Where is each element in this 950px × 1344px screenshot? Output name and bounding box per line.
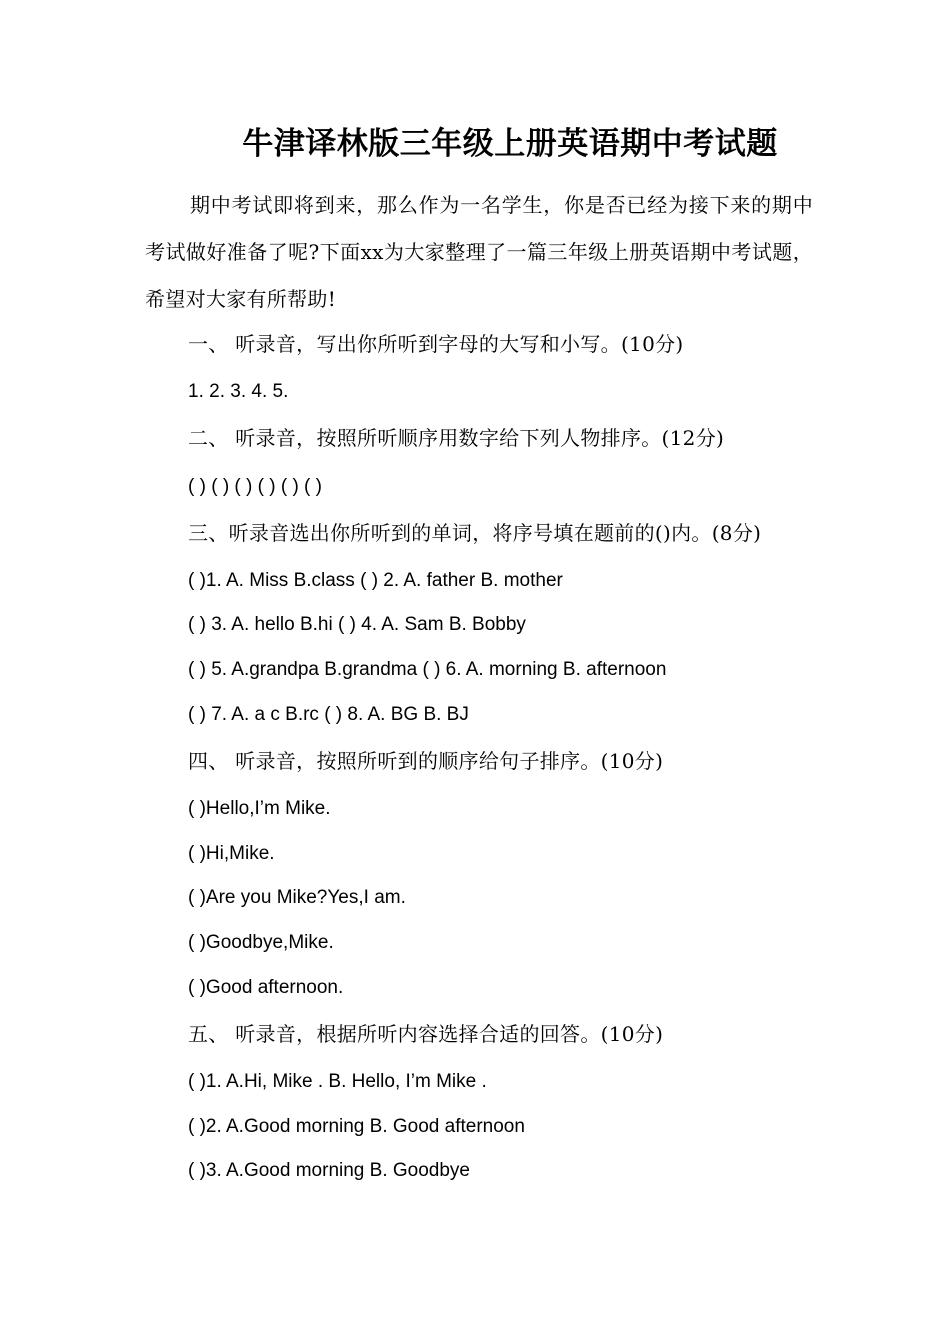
section-4-item: ( )Goodbye,Mike. [188, 932, 334, 953]
document-title: 牛津译林版三年级上册英语期中考试题 [242, 126, 778, 162]
section-2-item: ( ) ( ) ( ) ( ) ( ) ( ) [188, 476, 322, 497]
section-5-item: ( )2. A.Good morning B. Good afternoon [188, 1116, 525, 1137]
intro-paragraph: 期中考试即将到来，那么作为一名学生，你是否已经为接下来的期中考试做好准备了呢?下面xx为大家整理了一篇三年级上册英语期中考试题，希望对大家有所帮助! [145, 193, 813, 311]
section-3-item: ( ) 3. A. hello B.hi ( ) 4. A. Sam B. Bobby [188, 614, 526, 635]
section-3-item: ( )1. A. Miss B.class ( ) 2. A. father B. mother [188, 570, 563, 591]
section-4-heading: 四、 听录音，按照所听到的顺序给句子排序。(10分) [188, 749, 664, 773]
section-3-heading: 三、听录音选出你所听到的单词，将序号填在题前的()内。(8分) [188, 521, 762, 545]
section-4-item: ( )Hi,Mike. [188, 843, 275, 864]
section-4-item: ( )Good afternoon. [188, 977, 344, 998]
section-4-item: ( )Are you Mike?Yes,I am. [188, 887, 406, 908]
section-5-item: ( )1. A.Hi, Mike . B. Hello, I’m Mike . [188, 1071, 487, 1092]
section-1-heading: 一、 听录音，写出你所听到字母的大写和小写。(10分) [188, 332, 684, 356]
section-3-item: ( ) 7. A. a c B.rc ( ) 8. A. BG B. BJ [188, 704, 469, 725]
section-5-heading: 五、 听录音，根据所听内容选择合适的回答。(10分) [188, 1022, 664, 1046]
section-4-item: ( )Hello,I’m Mike. [188, 798, 331, 819]
section-1-item: 1. 2. 3. 4. 5. [188, 381, 289, 402]
section-3-item: ( ) 5. A.grandpa B.grandma ( ) 6. A. morning B. afternoon [188, 659, 667, 680]
section-5-item: ( )3. A.Good morning B. Goodbye [188, 1160, 470, 1181]
section-2-heading: 二、 听录音，按照所听顺序用数字给下列人物排序。(12分) [188, 426, 725, 450]
